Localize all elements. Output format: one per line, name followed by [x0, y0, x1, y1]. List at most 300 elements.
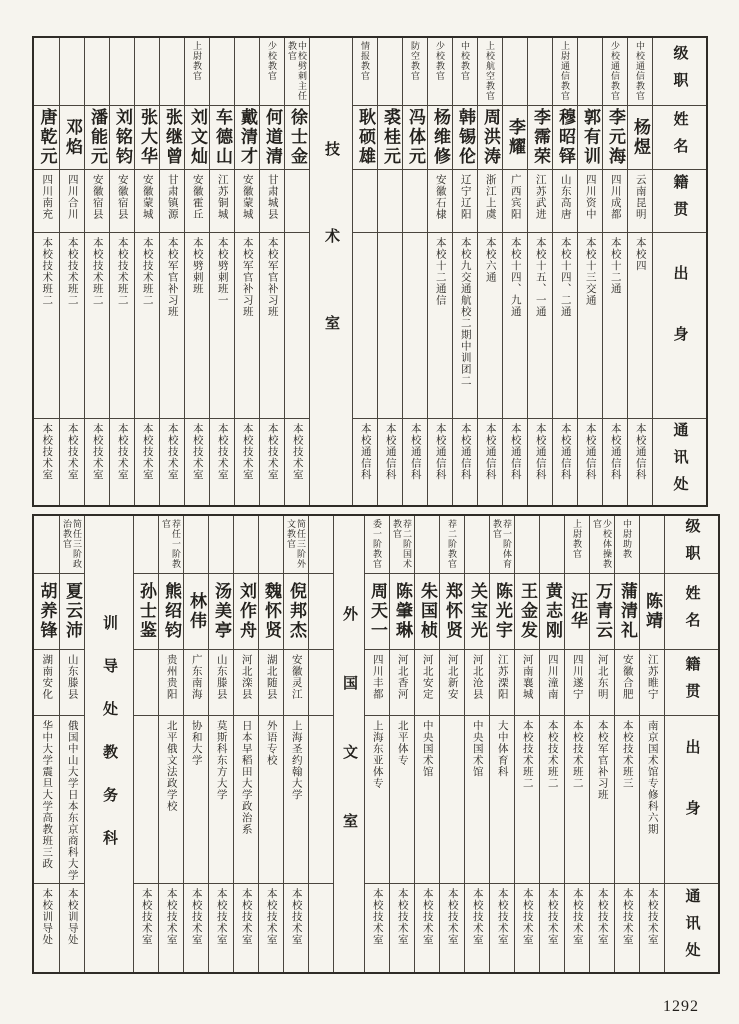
- native-text: 辽宁辽阳: [459, 174, 471, 220]
- origin-text: 本校十四、二通: [559, 237, 571, 318]
- native-text: 广西宾阳: [509, 174, 521, 220]
- native-text: 湖北随县: [265, 654, 277, 700]
- address-text: 本校通信科: [634, 423, 646, 481]
- rank-cell: [210, 38, 234, 106]
- name-header-cell: [665, 574, 718, 650]
- rank-cell: [378, 38, 402, 106]
- rank-cell: [553, 38, 577, 106]
- native-text: 四川遂宁: [571, 654, 583, 700]
- native-text: 山东滕县: [66, 654, 78, 700]
- origin-text: 外语专校: [265, 720, 277, 766]
- name-text: 耿硕雄: [356, 108, 375, 167]
- name-cell: [640, 574, 664, 650]
- name-cell: [578, 106, 602, 170]
- native-text: 四川丰都: [371, 654, 383, 700]
- native-cell: [640, 650, 664, 716]
- section-label: 外国文室: [341, 606, 357, 882]
- origin-cell: [603, 233, 627, 419]
- origin-text: 本校六通: [484, 237, 496, 283]
- name-text: 冯体元: [406, 108, 425, 167]
- person-column: [234, 38, 259, 505]
- address-text: 本校技术室: [66, 423, 78, 481]
- origin-cell: [110, 233, 134, 419]
- rank-cell: [309, 516, 333, 574]
- native-text: 云南昆明: [634, 174, 646, 220]
- address-text: 本校技术室: [240, 888, 252, 946]
- name-cell: [260, 106, 284, 170]
- name-cell: [60, 106, 84, 170]
- address-cell: [309, 884, 333, 972]
- person-column: [59, 516, 84, 972]
- native-cell: [184, 650, 208, 716]
- origin-cell: [565, 716, 589, 884]
- row-header-column: [652, 38, 706, 505]
- name-cell: [135, 106, 159, 170]
- native-cell: [478, 170, 502, 233]
- address-cell: [490, 884, 514, 972]
- address-header-cell: [653, 419, 706, 505]
- origin-text: 本校军官补习班: [596, 720, 608, 801]
- name-cell: [159, 574, 183, 650]
- native-cell: [440, 650, 464, 716]
- address-cell: [210, 419, 234, 505]
- origin-text: 本校十二通: [609, 237, 621, 295]
- rank-cell: [603, 38, 627, 106]
- native-cell: [590, 650, 614, 716]
- address-cell: [603, 419, 627, 505]
- name-text: 李元海: [606, 108, 625, 167]
- rank-cell: [285, 38, 309, 106]
- native-text: 甘肃城县: [266, 174, 278, 220]
- name-cell: [615, 574, 639, 650]
- origin-text: 本校技术班二: [116, 237, 128, 306]
- address-text: 本校通信科: [484, 423, 496, 481]
- name-cell: [34, 106, 59, 170]
- address-cell: [428, 419, 452, 505]
- native-cell: [540, 650, 564, 716]
- person-column: [514, 516, 539, 972]
- native-text: 河北东明: [596, 654, 608, 700]
- origin-text: 本校四: [634, 237, 646, 272]
- name-cell: [490, 574, 514, 650]
- origin-text: 本校技术班二: [571, 720, 583, 789]
- address-cell: [135, 419, 159, 505]
- rank-cell: [34, 516, 59, 574]
- name-cell: [540, 574, 564, 650]
- native-text: 广东南海: [190, 654, 202, 700]
- origin-header-cell: [653, 233, 706, 419]
- address-text: 本校技术室: [41, 423, 53, 481]
- name-cell: [160, 106, 184, 170]
- address-text: 本校技术室: [291, 423, 303, 481]
- address-cell: [478, 419, 502, 505]
- native-cell: [565, 650, 589, 716]
- name-text: 杨维修: [431, 108, 450, 167]
- native-text: 河北沧县: [471, 654, 483, 700]
- address-text: 本校技术室: [266, 423, 278, 481]
- name-text: 张继曾: [163, 108, 182, 167]
- origin-text: 中央国术馆: [471, 720, 483, 778]
- person-column: [589, 516, 614, 972]
- origin-cell: [185, 233, 209, 419]
- native-text: 江苏武进: [534, 174, 546, 220]
- rank-text: 上尉教官: [192, 41, 202, 81]
- native-cell: [515, 650, 539, 716]
- rank-cell: [590, 516, 614, 574]
- origin-cell: [353, 233, 377, 419]
- rank-cell: [85, 38, 109, 106]
- address-text: 本校通信科: [584, 423, 596, 481]
- rank-cell: [540, 516, 564, 574]
- name-cell: [234, 574, 258, 650]
- person-column: [109, 38, 134, 505]
- rank-cell: [110, 38, 134, 106]
- rank-cell: [615, 516, 639, 574]
- origin-text: 本校劈刺班: [191, 237, 203, 295]
- address-text: 本校技术室: [290, 888, 302, 946]
- origin-cell: [184, 716, 208, 884]
- origin-text: 本校十五、一通: [534, 237, 546, 318]
- native-text: 江苏铜城: [216, 174, 228, 220]
- person-column: [377, 38, 402, 505]
- name-cell: [353, 106, 377, 170]
- name-cell: [628, 106, 652, 170]
- rank-cell: [135, 38, 159, 106]
- rank-text: 上尉通信教官: [560, 41, 570, 101]
- name-cell: [235, 106, 259, 170]
- native-cell: [428, 170, 452, 233]
- origin-cell: [235, 233, 259, 419]
- name-cell: [528, 106, 552, 170]
- rank-cell: [628, 38, 652, 106]
- native-cell: [260, 170, 284, 233]
- name-cell: [284, 574, 308, 650]
- person-column: [134, 38, 159, 505]
- person-column: [389, 516, 414, 972]
- name-text: 郑怀贤: [443, 582, 462, 641]
- name-cell: [85, 106, 109, 170]
- name-cell: [453, 106, 477, 170]
- native-text: 安徽蒙城: [241, 174, 253, 220]
- name-text: 林伟: [187, 592, 206, 631]
- person-column: [34, 516, 59, 972]
- person-column: [552, 38, 577, 505]
- native-cell: [528, 170, 552, 233]
- person-column: [439, 516, 464, 972]
- rank-cell: [134, 516, 158, 574]
- origin-cell: [453, 233, 477, 419]
- origin-cell: [390, 716, 414, 884]
- origin-cell: [284, 716, 308, 884]
- origin-cell: [490, 716, 514, 884]
- native-text: 贵州贵阳: [165, 654, 177, 700]
- origin-text: 本校九交通航校二期中训团二: [459, 237, 471, 387]
- rank-text: 中校劈刺主任教官: [287, 41, 307, 101]
- person-column: [577, 38, 602, 505]
- name-text: 穆昭铎: [556, 108, 575, 167]
- origin-text: 本校军官补习班: [241, 237, 253, 318]
- name-text: 魏怀贤: [262, 582, 281, 641]
- origin-cell: [615, 716, 639, 884]
- name-cell: [210, 106, 234, 170]
- origin-text: 中央国术馆: [421, 720, 433, 778]
- native-cell: [353, 170, 377, 233]
- address-cell: [628, 419, 652, 505]
- person-column: [527, 38, 552, 505]
- rank-cell: [260, 38, 284, 106]
- name-cell: [309, 574, 333, 650]
- native-text: 江苏溧阳: [496, 654, 508, 700]
- name-cell: [110, 106, 134, 170]
- origin-text: 俄国中山大学日本东京商科大学: [66, 720, 78, 881]
- address-text: 本校技术室: [191, 423, 203, 481]
- name-cell: [503, 106, 527, 170]
- name-text: 车德山: [213, 108, 232, 167]
- address-cell: [590, 884, 614, 972]
- name-cell: [184, 574, 208, 650]
- name-cell: [378, 106, 402, 170]
- name-cell: [565, 574, 589, 650]
- address-text: 本校通信科: [609, 423, 621, 481]
- origin-text: 本校技术班二: [91, 237, 103, 306]
- native-cell: [628, 170, 652, 233]
- native-text: 四川合川: [66, 174, 78, 220]
- person-column: [477, 38, 502, 505]
- address-text: 本校训导处: [66, 888, 78, 946]
- address-cell: [453, 419, 477, 505]
- rank-header-label: 级职: [671, 44, 688, 99]
- rank-cell: [390, 516, 414, 574]
- native-header-cell: [665, 650, 718, 716]
- name-text: 孙士鉴: [137, 582, 156, 641]
- native-text: 安徽霍丘: [191, 174, 203, 220]
- rank-cell: [34, 38, 59, 106]
- native-text: 浙江上虞: [484, 174, 496, 220]
- person-column: [259, 38, 284, 505]
- rank-text: 荐二阶国术教官: [392, 519, 412, 569]
- native-cell: [60, 170, 84, 233]
- native-cell: [134, 650, 158, 716]
- name-header-label: 姓名: [683, 584, 700, 639]
- name-text: 王金发: [518, 582, 537, 641]
- address-cell: [260, 419, 284, 505]
- address-cell: [110, 419, 134, 505]
- section-label: 技术室: [323, 141, 339, 402]
- address-text: 本校通信科: [434, 423, 446, 481]
- rank-text: 少校教官: [435, 41, 445, 81]
- name-header-label: 姓名: [671, 110, 688, 165]
- native-text: 安徽石棣: [434, 174, 446, 220]
- rank-cell: [503, 38, 527, 106]
- address-text: 本校技术室: [421, 888, 433, 946]
- origin-cell: [478, 233, 502, 419]
- origin-text: 本校军官补习班: [166, 237, 178, 318]
- rank-cell: [528, 38, 552, 106]
- origin-text: 莫斯科东方大学: [215, 720, 227, 801]
- person-column: [364, 516, 389, 972]
- rank-header-label: 级职: [683, 517, 700, 572]
- origin-cell: [428, 233, 452, 419]
- rank-cell: [160, 38, 184, 106]
- origin-cell: [309, 716, 333, 884]
- address-text: 本校技术室: [215, 888, 227, 946]
- person-column: [308, 516, 333, 972]
- rank-text: 中校教官: [460, 41, 470, 81]
- rank-cell: [490, 516, 514, 574]
- person-column: [539, 516, 564, 972]
- person-column: [133, 516, 158, 972]
- origin-cell: [60, 233, 84, 419]
- native-text: 甘肃镇源: [166, 174, 178, 220]
- rank-text: 简任三阶政治教官: [62, 519, 82, 569]
- rank-text: 荐任一阶教官: [161, 519, 181, 569]
- native-cell: [160, 170, 184, 233]
- native-text: 四川潼南: [546, 654, 558, 700]
- address-cell: [34, 884, 59, 972]
- address-text: 本校通信科: [534, 423, 546, 481]
- origin-text: 南京国术馆专修科六期: [646, 720, 658, 835]
- native-cell: [135, 170, 159, 233]
- native-text: 安徽宿县: [116, 174, 128, 220]
- rank-cell: [284, 516, 308, 574]
- native-cell: [285, 170, 309, 233]
- rank-cell: [209, 516, 233, 574]
- name-cell: [34, 574, 59, 650]
- address-cell: [515, 884, 539, 972]
- rank-header-cell: [653, 38, 706, 106]
- native-cell: [185, 170, 209, 233]
- person-column: [639, 516, 664, 972]
- name-text: 熊绍钧: [162, 582, 181, 641]
- name-text: 倪邦杰: [287, 582, 306, 641]
- address-cell: [403, 419, 427, 505]
- address-text: 本校技术室: [571, 888, 583, 946]
- address-text: 本校技术室: [91, 423, 103, 481]
- page-number: 1292: [663, 998, 699, 1015]
- address-cell: [378, 419, 402, 505]
- name-text: 徐士金: [288, 108, 307, 167]
- native-cell: [453, 170, 477, 233]
- origin-cell: [234, 716, 258, 884]
- person-column: [427, 38, 452, 505]
- rank-text: 上尉教官: [572, 519, 582, 559]
- address-cell: [553, 419, 577, 505]
- origin-cell: [60, 716, 84, 884]
- person-column: [602, 38, 627, 505]
- native-cell: [403, 170, 427, 233]
- name-cell: [465, 574, 489, 650]
- address-text: 本校通信科: [509, 423, 521, 481]
- address-text: 本校技术室: [396, 888, 408, 946]
- name-cell: [365, 574, 389, 650]
- address-text: 本校技术室: [140, 888, 152, 946]
- name-cell: [478, 106, 502, 170]
- native-cell: [234, 650, 258, 716]
- person-column: [84, 38, 109, 505]
- native-text: 四川南充: [41, 174, 53, 220]
- native-cell: [34, 170, 59, 233]
- person-column: [209, 38, 234, 505]
- name-text: 张大华: [138, 108, 157, 167]
- rank-text: 简任三阶外文教官: [286, 519, 306, 569]
- address-text: 本校通信科: [409, 423, 421, 481]
- name-cell: [428, 106, 452, 170]
- address-cell: [353, 419, 377, 505]
- rank-text: 上校航空教官: [485, 41, 495, 101]
- address-cell: [159, 884, 183, 972]
- name-text: 胡养锋: [37, 582, 57, 641]
- section-cell: [85, 516, 133, 972]
- address-cell: [465, 884, 489, 972]
- native-cell: [503, 170, 527, 233]
- address-cell: [235, 419, 259, 505]
- person-column: [352, 38, 377, 505]
- rank-cell: [640, 516, 664, 574]
- address-text: 本校技术室: [496, 888, 508, 946]
- name-text: 陈靖: [643, 592, 662, 631]
- native-text: 河南襄城: [521, 654, 533, 700]
- origin-header-label: 出身: [683, 738, 700, 861]
- origin-cell: [465, 716, 489, 884]
- rank-text: 委一阶教官: [372, 519, 382, 569]
- name-cell: [259, 574, 283, 650]
- address-cell: [85, 419, 109, 505]
- address-cell: [134, 884, 158, 972]
- origin-text: 本校技术班二: [66, 237, 78, 306]
- origin-cell: [134, 716, 158, 884]
- name-cell: [415, 574, 439, 650]
- rank-cell: [453, 38, 477, 106]
- origin-cell: [365, 716, 389, 884]
- native-cell: [259, 650, 283, 716]
- origin-cell: [34, 233, 59, 419]
- native-text: 湖南安化: [41, 654, 53, 700]
- name-cell: [403, 106, 427, 170]
- native-text: 四川成都: [609, 174, 621, 220]
- native-cell: [235, 170, 259, 233]
- rank-header-cell: [665, 516, 718, 574]
- address-text: 本校技术室: [646, 888, 658, 946]
- address-text: 本校通信科: [459, 423, 471, 481]
- native-cell: [390, 650, 414, 716]
- origin-cell: [440, 716, 464, 884]
- name-text: 朱国桢: [418, 582, 437, 641]
- address-text: 本校技术室: [241, 423, 253, 481]
- native-text: 安徽蒙城: [141, 174, 153, 220]
- address-text: 本校技术室: [521, 888, 533, 946]
- address-cell: [528, 419, 552, 505]
- name-cell: [285, 106, 309, 170]
- name-text: 周天一: [368, 582, 387, 641]
- origin-text: 本校技术班二: [546, 720, 558, 789]
- name-text: 裘桂元: [381, 108, 400, 167]
- address-text: 本校技术室: [216, 423, 228, 481]
- person-column: [414, 516, 439, 972]
- person-column: [452, 38, 477, 505]
- name-text: 杨煜: [631, 118, 650, 157]
- name-text: 郭有训: [581, 108, 600, 167]
- person-column: [184, 38, 209, 505]
- name-cell: [185, 106, 209, 170]
- native-text: 江苏睢宁: [646, 654, 658, 700]
- address-cell: [440, 884, 464, 972]
- person-column: [402, 38, 427, 505]
- origin-text: 日本早稻田大学政治系: [240, 720, 252, 835]
- section-column: [309, 38, 352, 505]
- name-text: 何道清: [263, 108, 282, 167]
- address-text: 本校技术室: [546, 888, 558, 946]
- rank-text: 荐一阶体育教官: [492, 519, 512, 569]
